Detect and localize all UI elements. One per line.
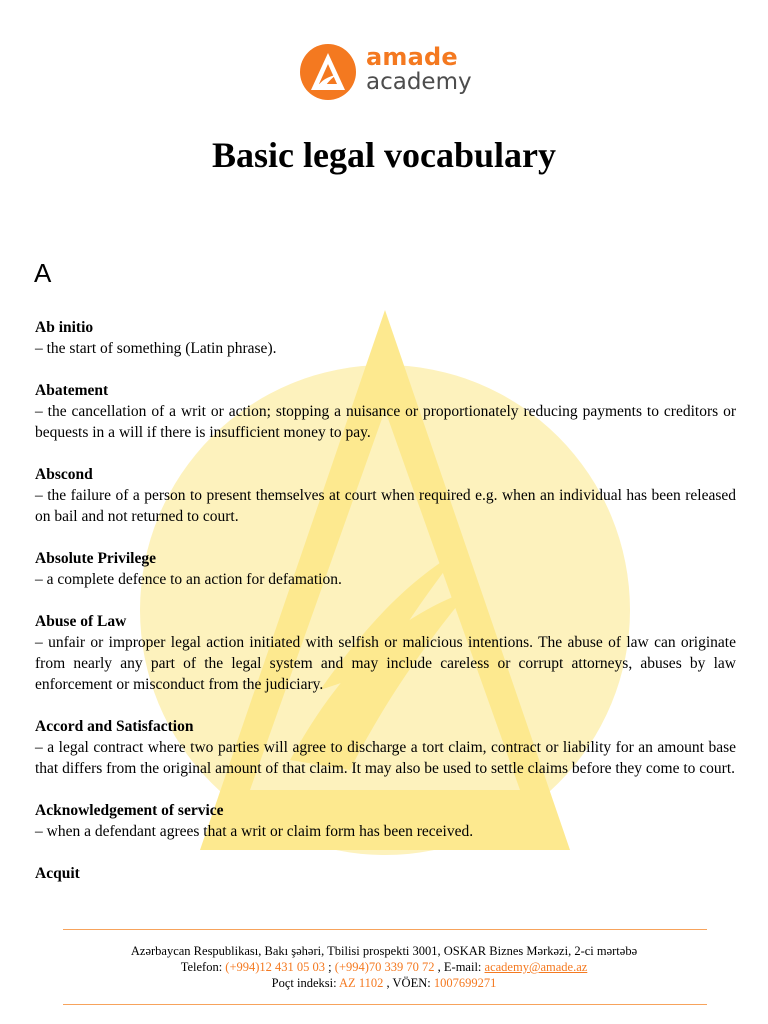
vocabulary-entry	[35, 800, 736, 842]
vocabulary-entry	[35, 380, 736, 443]
phone-number-1[interactable]: (+994)12 431 05 03	[225, 960, 326, 974]
entry-definition: – when a defendant agrees that a writ or claim form has been received.	[35, 823, 474, 840]
email-label: , E-mail:	[437, 960, 482, 974]
voen-number: 1007699271	[433, 976, 497, 990]
document-title: Basic legal vocabulary	[212, 135, 556, 175]
entry-term: Accord and Satisfaction	[35, 718, 194, 735]
footer-address: Azərbaycan Respublikası, Bakı şəhəri, Tbilisi prospekti 3001, OSKAR Biznes Mərkəzi, 2-ci mərtəbə	[130, 944, 638, 958]
entry-term: Acknowledgement of service	[35, 802, 224, 819]
vocabulary-list	[35, 317, 736, 905]
entry-definition: – a complete defence to an action for defamation.	[35, 571, 342, 588]
amade-logo-icon	[300, 44, 356, 100]
phone-separator: ;	[328, 960, 332, 974]
entry-definition: – a legal contract where two parties will agree to discharge a tort claim, contract or liability for an amount base that differs from the original amount of that claim. It may also be used to settle claims before they come to court.	[35, 739, 736, 777]
footer-postal	[0, 975, 768, 991]
entry-term: Abatement	[35, 382, 109, 399]
entry-term: Ab initio	[35, 319, 94, 336]
entry-term: Acquit	[35, 865, 80, 882]
voen-label: , VÖEN:	[386, 976, 431, 990]
entry-definition: – the cancellation of a writ or action; stopping a nuisance or proportionately reducing payments to creditors or bequests in a will if there is insufficient money to pay.	[35, 403, 736, 441]
entry-term: Abscond	[35, 466, 93, 483]
footer-divider-top	[63, 929, 707, 930]
entry-definition: – the failure of a person to present themselves at court when required e.g. when an individual has been released on bail and not returned to court.	[35, 487, 736, 525]
footer-divider-bottom	[63, 1004, 707, 1005]
phone-label: Telefon:	[180, 960, 223, 974]
footer-contact	[0, 959, 768, 975]
entry-definition: – the start of something (Latin phrase).	[35, 340, 277, 357]
vocabulary-entry	[35, 548, 736, 590]
vocabulary-entry	[35, 464, 736, 527]
vocabulary-entry	[35, 863, 736, 884]
logo-text-academy: academy	[366, 69, 472, 95]
phone-number-2[interactable]: (+994)70 339 70 72	[334, 960, 435, 974]
email-link[interactable]: academy@amade.az	[484, 960, 588, 974]
section-letter: A	[34, 258, 52, 288]
postal-label: Poçt indeksi:	[271, 976, 337, 990]
vocabulary-entry	[35, 716, 736, 779]
vocabulary-entry	[35, 317, 736, 359]
amade-academy-logo	[300, 44, 480, 100]
entry-term: Abuse of Law	[35, 613, 127, 630]
entry-term: Absolute Privilege	[35, 550, 156, 567]
postal-code: AZ 1102	[339, 976, 384, 990]
vocabulary-entry	[35, 611, 736, 695]
entry-definition: – unfair or improper legal action initiated with selfish or malicious intentions. The abuse of law can originate from nearly any part of the legal system and may include careless or corrupt attorneys, abuses by law enforcement or misconduct from the judiciary.	[35, 634, 736, 693]
logo-text-amade: amade	[366, 43, 458, 71]
